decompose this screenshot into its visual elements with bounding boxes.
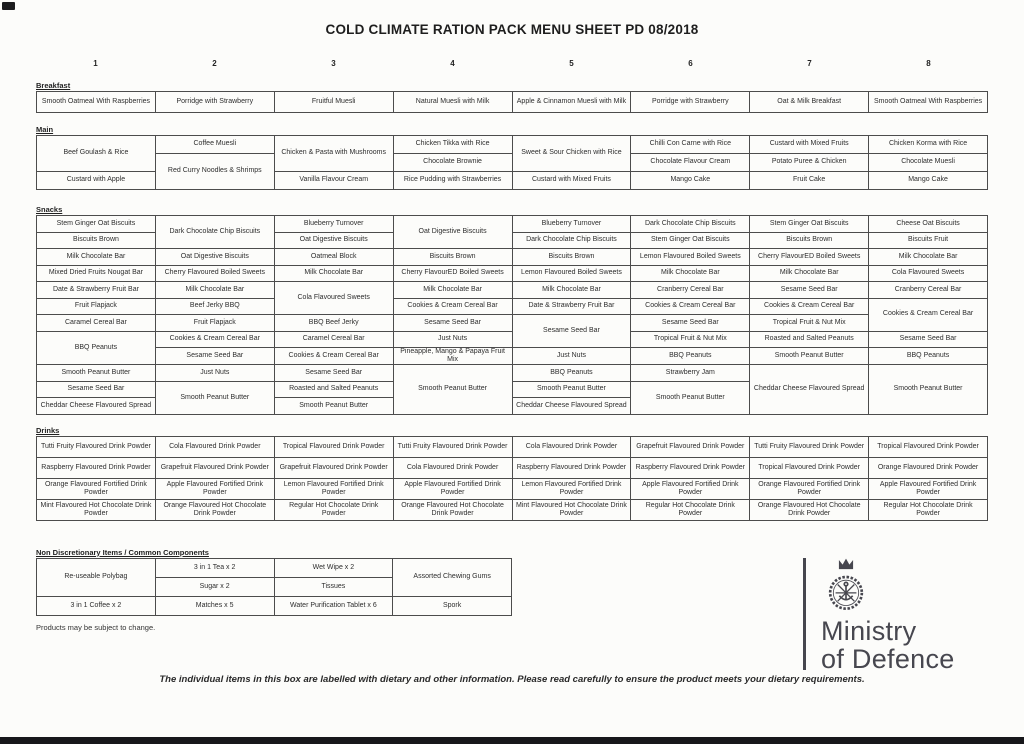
snacks-cell: Milk Chocolate Bar <box>393 282 512 299</box>
breakfast-cell: Oat & Milk Breakfast <box>750 92 869 113</box>
snacks-label: Snacks <box>36 205 63 214</box>
snacks-cell: Tropical Fruit & Nut Mix <box>631 331 750 348</box>
snacks-cell: Biscuits Fruit <box>869 232 988 249</box>
drinks-cell: Orange Flavoured Hot Chocolate Drink Powder <box>393 499 512 520</box>
main-cell: Chicken & Pasta with Mushrooms <box>274 136 393 172</box>
drinks-cell: Orange Flavoured Fortified Drink Powder <box>37 478 156 499</box>
main-cell: Custard with Apple <box>37 172 156 190</box>
drinks-cell: Tropical Flavoured Drink Powder <box>750 457 869 478</box>
main-cell: Mango Cake <box>631 172 750 190</box>
snacks-cell: Oat Digestive Biscuits <box>155 249 274 266</box>
menu-row <box>37 249 988 266</box>
non_discretionary-cell: Tissues <box>274 577 393 596</box>
snacks-cell: Sesame Seed Bar <box>512 315 631 348</box>
non_discretionary-cell: Re-useable Polybag <box>37 558 156 596</box>
drinks-cell: Tropical Flavoured Drink Powder <box>274 436 393 457</box>
snacks-cell: Cookies & Cream Cereal Bar <box>869 298 988 331</box>
menu-row <box>37 499 988 520</box>
drinks-cell: Mint Flavoured Hot Chocolate Drink Powder <box>512 499 631 520</box>
snacks-cell: Cookies & Cream Cereal Bar <box>631 298 750 315</box>
snacks-cell: Strawberry Jam <box>631 365 750 382</box>
drinks-cell: Lemon Flavoured Fortified Drink Powder <box>512 478 631 499</box>
main-cell: Sweet & Sour Chicken with Rice <box>512 136 631 172</box>
main-label: Main <box>36 125 54 134</box>
snacks-cell: Blueberry Turnover <box>274 216 393 233</box>
snacks-cell: Sesame Seed Bar <box>869 331 988 348</box>
drinks-cell: Regular Hot Chocolate Drink Powder <box>869 499 988 520</box>
snacks-cell: Cranberry Cereal Bar <box>869 282 988 299</box>
snacks-cell: Date & Strawberry Fruit Bar <box>37 282 156 299</box>
snacks-cell: Sesame Seed Bar <box>393 315 512 332</box>
snacks-cell: Biscuits Brown <box>750 232 869 249</box>
drinks-cell: Apple Flavoured Fortified Drink Powder <box>869 478 988 499</box>
column-number-8: 8 <box>926 59 931 68</box>
menu-row <box>37 436 988 457</box>
snacks-cell: Oat Digestive Biscuits <box>274 232 393 249</box>
snacks-cell: Sesame Seed Bar <box>631 315 750 332</box>
snacks-cell: Cheddar Cheese Flavoured Spread <box>750 365 869 415</box>
menu-row <box>37 265 988 282</box>
scan-artifact-mark <box>2 2 15 10</box>
snacks-cell: Sesame Seed Bar <box>37 381 156 398</box>
snacks-cell: Smooth Peanut Butter <box>750 348 869 365</box>
snacks-cell: Oat Digestive Biscuits <box>393 216 512 249</box>
snacks-cell: Just Nuts <box>393 331 512 348</box>
main-cell: Potato Puree & Chicken <box>750 154 869 172</box>
snacks-cell: Mixed Dried Fruits Nougat Bar <box>37 265 156 282</box>
snacks-cell: Fruit Flapjack <box>37 298 156 315</box>
drinks-cell: Cola Flavoured Drink Powder <box>155 436 274 457</box>
snacks-cell: Cookies & Cream Cereal Bar <box>750 298 869 315</box>
menu-row <box>37 365 988 382</box>
snacks-cell: Oatmeal Block <box>274 249 393 266</box>
snacks-cell: Cheddar Cheese Flavoured Spread <box>512 398 631 415</box>
main-cell: Chocolate Muesli <box>869 154 988 172</box>
mod-crest-icon <box>821 556 871 623</box>
snacks-cell: Cherry FlavourED Boiled Sweets <box>750 249 869 266</box>
main-cell: Custard with Mixed Fruits <box>512 172 631 190</box>
snacks-cell: Sesame Seed Bar <box>750 282 869 299</box>
products-change-note: Products may be subject to change. <box>36 622 156 632</box>
non-discretionary-label: Non Discretionary Items / Common Components <box>36 547 209 557</box>
drinks-cell: Raspberry Flavoured Drink Powder <box>37 457 156 478</box>
snacks-cell: Smooth Peanut Butter <box>393 365 512 415</box>
snacks-cell: Milk Chocolate Bar <box>274 265 393 282</box>
snacks-cell: Stem Ginger Oat Biscuits <box>37 216 156 233</box>
snacks-cell: Biscuits Brown <box>37 232 156 249</box>
menu-row <box>37 92 988 113</box>
snacks-cell: Caramel Cereal Bar <box>37 315 156 332</box>
drinks-cell: Grapefruit Flavoured Drink Powder <box>274 457 393 478</box>
snacks-cell: BBQ Peanuts <box>512 365 631 382</box>
snacks-cell: Cherry Flavoured Boiled Sweets <box>155 265 274 282</box>
drinks-cell: Orange Flavoured Fortified Drink Powder <box>750 478 869 499</box>
snacks-cell: Date & Strawberry Fruit Bar <box>512 298 631 315</box>
column-number-1: 1 <box>93 59 98 68</box>
main-cell: Chocolate Brownie <box>393 154 512 172</box>
menu-column-numbers <box>36 59 988 68</box>
non_discretionary-cell: Wet Wipe x 2 <box>274 558 393 577</box>
scan-bottom-bar <box>0 737 1024 744</box>
drinks-cell: Tutti Fruity Flavoured Drink Powder <box>393 436 512 457</box>
menu-row <box>37 457 988 478</box>
logo-line1: Ministry <box>821 616 917 646</box>
section-main <box>36 125 988 190</box>
main-cell: Mango Cake <box>869 172 988 190</box>
drinks-cell: Lemon Flavoured Fortified Drink Powder <box>274 478 393 499</box>
snacks-cell: Blueberry Turnover <box>512 216 631 233</box>
drinks-cell: Cola Flavoured Drink Powder <box>512 436 631 457</box>
breakfast-cell: Smooth Oatmeal With Raspberries <box>869 92 988 113</box>
snacks-cell: Milk Chocolate Bar <box>750 265 869 282</box>
section-snacks <box>36 205 988 415</box>
snacks-cell: Caramel Cereal Bar <box>274 331 393 348</box>
column-number-2: 2 <box>212 59 217 68</box>
snacks-cell: BBQ Peanuts <box>631 348 750 365</box>
snacks-cell: Sesame Seed Bar <box>155 348 274 365</box>
snacks-cell: Milk Chocolate Bar <box>155 282 274 299</box>
menu-row <box>37 282 988 299</box>
menu-row <box>37 596 512 615</box>
menu-row <box>37 136 988 154</box>
menu-row <box>37 216 988 233</box>
snacks-cell: Cookies & Cream Cereal Bar <box>274 348 393 365</box>
snacks-cell: Pineapple, Mango & Papaya Fruit Mix <box>393 348 512 365</box>
drinks-cell: Apple Flavoured Fortified Drink Powder <box>631 478 750 499</box>
snacks-cell: Stem Ginger Oat Biscuits <box>631 232 750 249</box>
snacks-cell: BBQ Beef Jerky <box>274 315 393 332</box>
snacks-cell: Sesame Seed Bar <box>274 365 393 382</box>
snacks-cell: Cola Flavoured Sweets <box>274 282 393 315</box>
drinks-label: Drinks <box>36 425 60 435</box>
drinks-cell: Mint Flavoured Hot Chocolate Drink Powder <box>37 499 156 520</box>
snacks-cell: Smooth Peanut Butter <box>155 381 274 414</box>
snacks-cell: Lemon Flavoured Boiled Sweets <box>631 249 750 266</box>
non_discretionary-cell: Water Purification Tablet x 6 <box>274 596 393 615</box>
snacks-cell: Roasted and Salted Peanuts <box>274 381 393 398</box>
main-cell: Red Curry Noodles & Shrimps <box>155 154 274 190</box>
drinks-cell: Tropical Flavoured Drink Powder <box>869 436 988 457</box>
breakfast-table <box>36 91 988 113</box>
snacks-cell: Smooth Peanut Butter <box>274 398 393 415</box>
menu-row <box>37 315 988 332</box>
menu-row <box>37 478 988 499</box>
drinks-table <box>36 436 988 521</box>
snacks-cell: Dark Chocolate Chip Biscuits <box>155 216 274 249</box>
logo-divider-bar <box>803 558 806 670</box>
snacks-cell: Tropical Fruit & Nut Mix <box>750 315 869 332</box>
menu-row <box>37 558 512 577</box>
main-cell: Coffee Muesli <box>155 136 274 154</box>
page-title: COLD CLIMATE RATION PACK MENU SHEET PD 08/2018 <box>325 22 699 37</box>
snacks-cell: Cookies & Cream Cereal Bar <box>393 298 512 315</box>
snacks-cell: Cheddar Cheese Flavoured Spread <box>37 398 156 415</box>
snacks-cell: Milk Chocolate Bar <box>512 282 631 299</box>
drinks-cell: Cola Flavoured Drink Powder <box>393 457 512 478</box>
breakfast-cell: Porridge with Strawberry <box>631 92 750 113</box>
non_discretionary-cell: 3 in 1 Coffee x 2 <box>37 596 156 615</box>
column-number-5: 5 <box>569 59 574 68</box>
menu-row <box>37 348 988 365</box>
drinks-cell: Grapefruit Flavoured Drink Powder <box>631 436 750 457</box>
snacks-cell: Dark Chocolate Chip Biscuits <box>512 232 631 249</box>
snacks-cell: Smooth Peanut Butter <box>37 365 156 382</box>
snacks-cell: Cheese Oat Biscuits <box>869 216 988 233</box>
snacks-cell: Biscuits Brown <box>512 249 631 266</box>
main-cell: Chicken Tikka with Rice <box>393 136 512 154</box>
section-breakfast <box>36 81 988 113</box>
non_discretionary-cell: Matches x 5 <box>155 596 274 615</box>
section-drinks <box>36 426 988 521</box>
drinks-cell: Orange Flavoured Hot Chocolate Drink Powder <box>155 499 274 520</box>
snacks-cell: Smooth Peanut Butter <box>631 381 750 414</box>
snacks-cell: Beef Jerky BBQ <box>155 298 274 315</box>
snacks-cell: Milk Chocolate Bar <box>631 265 750 282</box>
snacks-cell: Cookies & Cream Cereal Bar <box>155 331 274 348</box>
main-cell: Custard with Mixed Fruits <box>750 136 869 154</box>
snacks-cell: Fruit Flapjack <box>155 315 274 332</box>
snacks-cell: Just Nuts <box>155 365 274 382</box>
breakfast-cell: Fruitful Muesli <box>274 92 393 113</box>
main-cell: Fruit Cake <box>750 172 869 190</box>
snacks-cell: Just Nuts <box>512 348 631 365</box>
logo-line2: of Defence <box>821 643 955 674</box>
snacks-cell: Lemon Flavoured Boiled Sweets <box>512 265 631 282</box>
non_discretionary-cell: Sugar x 2 <box>155 577 274 596</box>
snacks-cell: Smooth Peanut Butter <box>512 381 631 398</box>
main-cell: Vanilla Flavour Cream <box>274 172 393 190</box>
snacks-cell: Cherry FlavourED Boiled Sweets <box>393 265 512 282</box>
column-number-4: 4 <box>450 59 455 68</box>
column-number-7: 7 <box>807 59 812 68</box>
snacks-cell: BBQ Peanuts <box>37 331 156 365</box>
breakfast-label: Breakfast <box>36 81 71 90</box>
snacks-cell: Milk Chocolate Bar <box>869 249 988 266</box>
main-cell: Rice Pudding with Strawberries <box>393 172 512 190</box>
dietary-information-note: The individual items in this box are labelled with dietary and other information. Please read carefully to ensure the product meets your dietary requirements. <box>159 674 865 685</box>
breakfast-cell: Natural Muesli with Milk <box>393 92 512 113</box>
menu-row <box>37 298 988 315</box>
drinks-cell: Orange Flavoured Hot Chocolate Drink Powder <box>750 499 869 520</box>
snacks-cell: Cola Flavoured Sweets <box>869 265 988 282</box>
drinks-cell: Grapefruit Flavoured Drink Powder <box>155 457 274 478</box>
column-number-3: 3 <box>331 59 336 68</box>
snacks-table <box>36 215 988 415</box>
drinks-cell: Tutti Fruity Flavoured Drink Powder <box>750 436 869 457</box>
drinks-cell: Regular Hot Chocolate Drink Powder <box>631 499 750 520</box>
breakfast-cell: Apple & Cinnamon Muesli with Milk <box>512 92 631 113</box>
drinks-cell: Tutti Fruity Flavoured Drink Powder <box>37 436 156 457</box>
snacks-cell: Smooth Peanut Butter <box>869 365 988 415</box>
drinks-cell: Raspberry Flavoured Drink Powder <box>512 457 631 478</box>
breakfast-cell: Porridge with Strawberry <box>155 92 274 113</box>
main-cell: Chilli Con Carne with Rice <box>631 136 750 154</box>
drinks-cell: Apple Flavoured Fortified Drink Powder <box>155 478 274 499</box>
non_discretionary-cell: Spork <box>393 596 512 615</box>
logo-wordmark <box>821 618 955 673</box>
drinks-cell: Raspberry Flavoured Drink Powder <box>631 457 750 478</box>
drinks-cell: Regular Hot Chocolate Drink Powder <box>274 499 393 520</box>
main-cell: Chocolate Flavour Cream <box>631 154 750 172</box>
snacks-cell: Stem Ginger Oat Biscuits <box>750 216 869 233</box>
snacks-cell: Dark Chocolate Chip Biscuits <box>631 216 750 233</box>
drinks-cell: Apple Flavoured Fortified Drink Powder <box>393 478 512 499</box>
main-cell: Chicken Korma with Rice <box>869 136 988 154</box>
column-number-6: 6 <box>688 59 693 68</box>
main-table <box>36 135 988 190</box>
main-cell: Beef Goulash & Rice <box>37 136 156 172</box>
drinks-cell: Orange Flavoured Drink Powder <box>869 457 988 478</box>
non_discretionary-cell: Assorted Chewing Gums <box>393 558 512 596</box>
snacks-cell: Milk Chocolate Bar <box>37 249 156 266</box>
non-discretionary-table <box>36 558 512 616</box>
snacks-cell: Cranberry Cereal Bar <box>631 282 750 299</box>
snacks-cell: BBQ Peanuts <box>869 348 988 365</box>
breakfast-cell: Smooth Oatmeal With Raspberries <box>37 92 156 113</box>
snacks-cell: Biscuits Brown <box>393 249 512 266</box>
non_discretionary-cell: 3 in 1 Tea x 2 <box>155 558 274 577</box>
snacks-cell: Roasted and Salted Peanuts <box>750 331 869 348</box>
